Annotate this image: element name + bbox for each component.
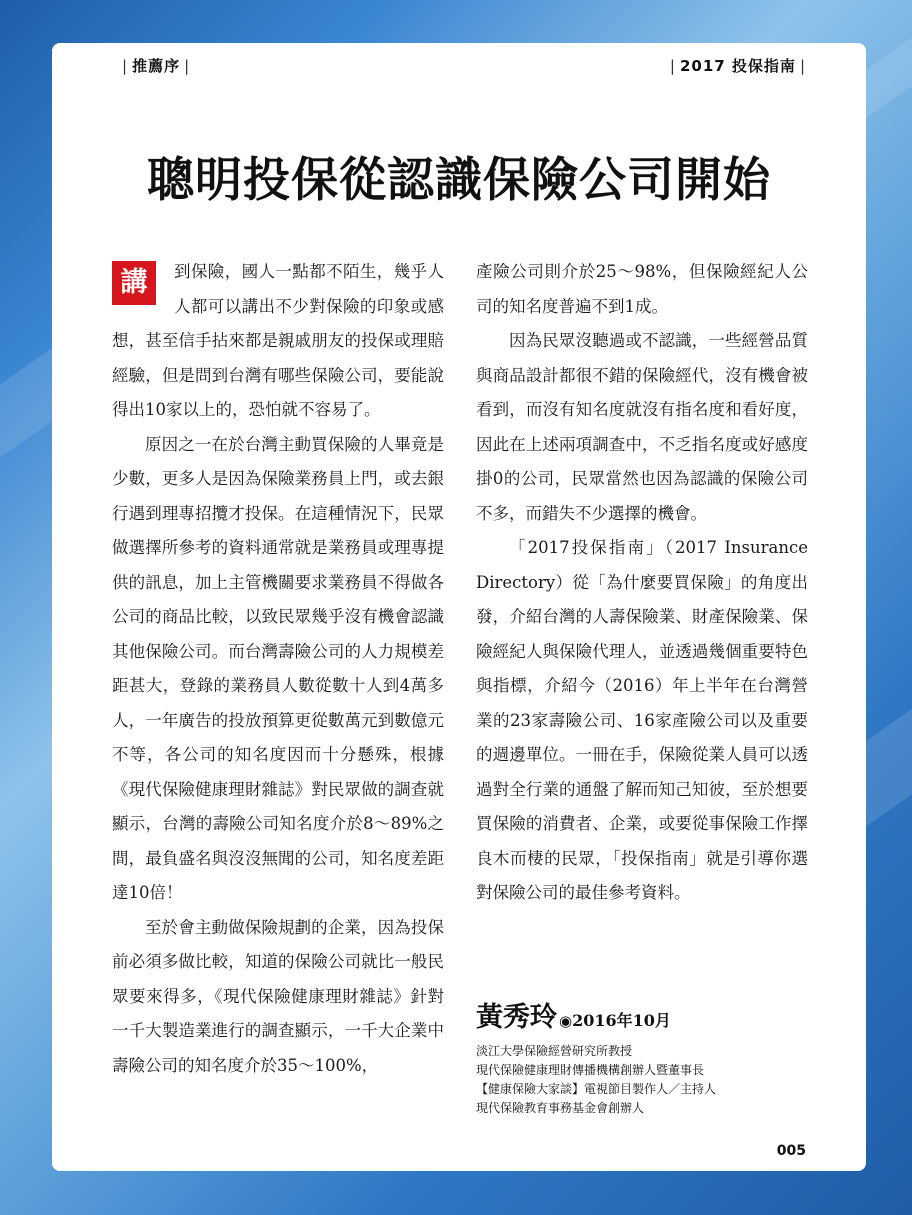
author-signature bbox=[476, 995, 816, 1118]
author-credentials bbox=[476, 1042, 816, 1118]
section-label-text: 推薦序 bbox=[132, 57, 181, 75]
credential-line: 現代保險教育事務基金會創辦人 bbox=[476, 1101, 645, 1115]
credential-line: 現代保險健康理財傳播機構創辦人暨董事長 bbox=[476, 1063, 705, 1077]
paragraph: 至於會主動做保險規劃的企業，因為投保前必須多做比較，知道的保險公司就比一般民眾要來得多，《現代保險健康理財雜誌》針對一千大製造業進行的調查顯示，一千大企業中壽險公司的知名度介於35～100%， bbox=[112, 917, 444, 1075]
paragraph: 產險公司則介於25～98%，但保險經紀人公司的知名度普遍不到1成。 bbox=[476, 262, 808, 316]
credential-line: 【健康保險大家談】電視節目製作人／主持人 bbox=[476, 1082, 717, 1096]
credential-line: 淡江大學保險經營研究所教授 bbox=[476, 1044, 633, 1058]
author-name: 黃秀玲 bbox=[476, 1002, 557, 1033]
page-title: 聰明投保從認識保險公司開始 bbox=[147, 153, 771, 208]
paragraph bbox=[112, 255, 444, 428]
paragraph: 原因之一在於台灣主動買保險的人畢竟是少數，更多人是因為保險業務員上門，或去銀行遇到理專招攬才投保。在這種情況下，民眾做選擇所參考的資料通常就是業務員或理專提供的訊息，加上主管機關要求業務員不得做各公司的商品比較，以致民眾幾乎沒有機會認識其他保險公司。而台灣壽險公司的人力規模差距甚大，登錄的業務員人數從數十人到4萬多人，一年廣告的投放預算更從數萬元到數億元不等，各公司的知名度因而十分懸殊，根據《現代保險健康理財雜誌》對民眾做的調查就顯示，台灣的壽險公司知名度介於8～89%之間，最負盛名與沒沒無聞的公司，知名度差距達10倍！ bbox=[112, 434, 444, 902]
bullet-icon: ◉ bbox=[559, 1012, 573, 1030]
page-number: 005 bbox=[776, 1143, 806, 1159]
paragraph-text: 到保險，國人一點都不陌生，幾乎人人都可以講出不少對保險的印象或感想，甚至信手拈來都是親戚朋友的投保或理賠經驗，但是問到台灣有哪些保險公司，要能說得出10家以上的，恐怕就不容易了。 bbox=[112, 262, 444, 419]
publication-label: | 2017 投保指南 | bbox=[669, 57, 806, 75]
paragraph: 因為民眾沒聽過或不認識，一些經營品質與商品設計都很不錯的保險經代，沒有機會被看到，而沒有知名度就沒有指名度和看好度，因此在上述兩項調查中，不乏指名度或好感度掛0的公司，民眾當然也因為認識的保險公司不多，而錯失不少選擇的機會。 bbox=[476, 331, 808, 523]
paragraph: 「2017投保指南」（2017 Insurance Directory）從「為什麼要買保險」的角度出發，介紹台灣的人壽保險業、財產保險業、保險經紀人與保險代理人，並透過幾個重要特色與指標，介紹今（2016）年上半年在台灣營業的23家壽險公司、16家產險公司以及重要的週邊單位。一冊在手，保險從業人員可以透過對全行業的通盤了解而知己知彼，至於想要買保險的消費者、企業，或要從事保險工作擇良木而棲的民眾，「投保指南」就是引導你選對保險公司的最佳參考資料。 bbox=[476, 538, 808, 902]
left-column bbox=[112, 255, 444, 1083]
dropcap: 講 bbox=[112, 261, 156, 305]
signature-date: 2016年10月 bbox=[572, 1011, 671, 1030]
section-label: | 推薦序 | bbox=[122, 57, 191, 75]
document-page bbox=[52, 43, 866, 1171]
publication-label-text: 2017 投保指南 bbox=[679, 57, 796, 75]
right-column bbox=[476, 255, 808, 911]
